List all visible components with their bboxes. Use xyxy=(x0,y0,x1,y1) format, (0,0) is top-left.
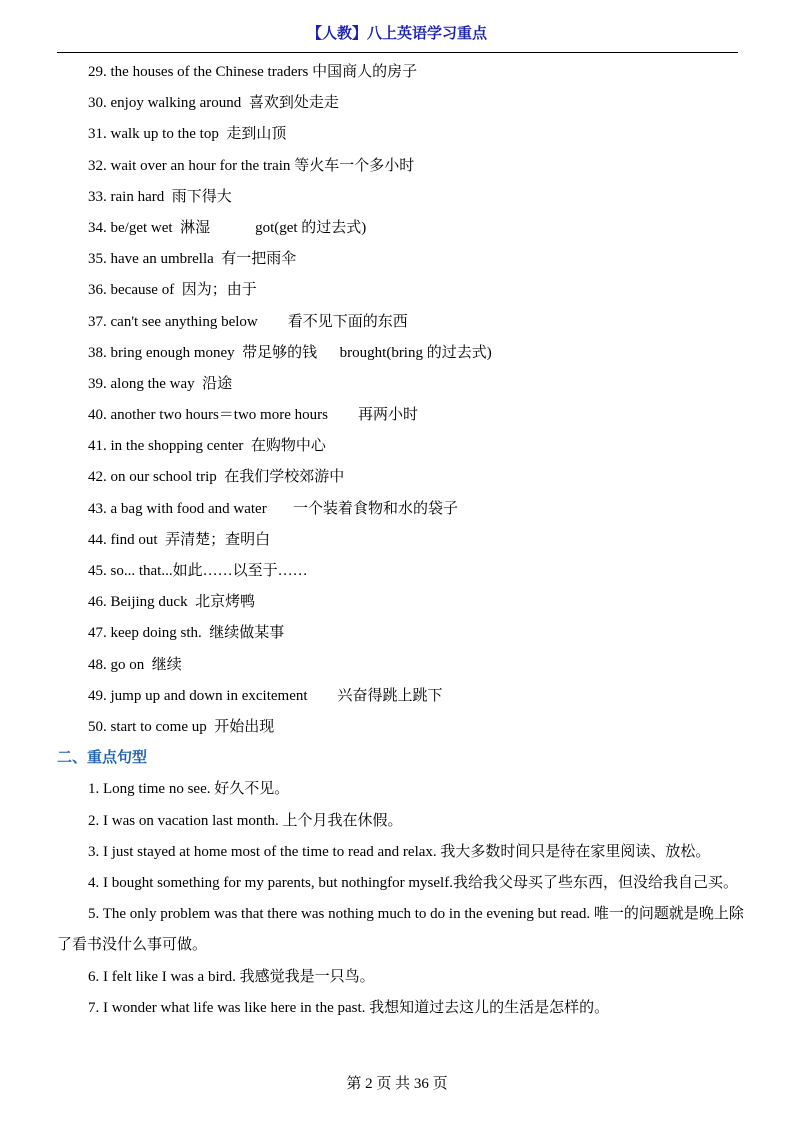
phrase-english: 31. walk up to the top xyxy=(88,126,227,143)
sentence-item: 2. I was on vacation last month. 上个月我在休假。 xyxy=(88,812,403,829)
phrase-chinese: 喜欢到处走走 xyxy=(248,95,339,112)
page-header-title: 【人教】八上英语学习重点 xyxy=(306,26,487,42)
phrase-line xyxy=(57,712,757,743)
phrase-chinese: 北京烤鸭 xyxy=(195,594,256,611)
phrase-chinese: 在购物中心 xyxy=(250,438,326,455)
phrase-english: 48. go on xyxy=(88,656,152,673)
phrase-english: 36. because of xyxy=(88,282,182,299)
phrase-chinese: 弄清楚；查明白 xyxy=(165,531,271,548)
phrase-list xyxy=(57,57,757,743)
phrase-chinese: 因为；由于 xyxy=(181,282,257,299)
phrase-english: 40. another two hours＝two more hours xyxy=(88,407,358,424)
phrase-line xyxy=(57,556,757,587)
phrase-english: 50. start to come up xyxy=(88,718,215,735)
phrase-chinese: 在我们学校郊游中 xyxy=(224,469,345,486)
phrase-english: 33. rain hard xyxy=(88,188,172,205)
phrase-line xyxy=(57,494,757,525)
phrase-chinese: 再两小时 xyxy=(357,407,418,424)
phrase-line xyxy=(57,307,757,338)
phrase-line xyxy=(57,587,757,618)
sentence-list xyxy=(57,774,757,1024)
phrase-line xyxy=(57,400,757,431)
sentence-item: 1. Long time no see. 好久不见。 xyxy=(88,781,290,798)
phrase-english: 34. be/get wet xyxy=(88,219,181,236)
phrase-english: 45. so... that... xyxy=(88,563,173,579)
phrase-line xyxy=(57,369,757,400)
phrase-line xyxy=(57,650,757,681)
phrase-line xyxy=(57,525,757,556)
phrase-line xyxy=(57,681,757,712)
sentence-item: 3. I just stayed at home most of the time to read and relax. 我大多数时间只是待在家里阅读、放松。 xyxy=(88,843,711,860)
phrase-chinese: 沿途 xyxy=(202,375,233,392)
phrase-chinese: 一个装着食物和水的袋子 xyxy=(292,500,458,517)
phrase-line xyxy=(57,462,757,493)
phrase-english: 47. keep doing sth. xyxy=(88,625,210,642)
phrase-english: 37. can't see anything below xyxy=(88,313,288,330)
phrase-chinese: 雨下得大 xyxy=(171,188,232,205)
phrase-chinese: 继续做某事 xyxy=(209,625,285,642)
phrase-english: 39. along the way xyxy=(88,375,203,392)
phrase-english: 49. jump up and down in excitement xyxy=(88,687,338,704)
phrase-chinese: 开始出现 xyxy=(214,718,275,735)
phrase-line xyxy=(57,119,757,150)
sentence-item: 7. I wonder what life was like here in the past. 我想知道过去这儿的生活是怎样的。 xyxy=(88,999,610,1016)
page-footer: 第 2 页 共 36 页 xyxy=(346,1076,448,1092)
phrase-chinese: 兴奋得跳上跳下 xyxy=(337,687,443,704)
phrase-chinese: 如此……以至于…… xyxy=(172,563,308,579)
phrase-english: 46. Beijing duck xyxy=(88,594,196,611)
phrase-chinese: 中国商人的房子 xyxy=(312,64,418,80)
phrase-english: 41. in the shopping center xyxy=(88,438,251,455)
phrase-line xyxy=(57,338,757,369)
phrase-chinese: 有一把雨伞 xyxy=(221,251,297,268)
sentence-item: 6. I felt like I was a bird. 我感觉我是一只鸟。 xyxy=(88,968,375,985)
phrase-english: 43. a bag with food and water xyxy=(88,500,293,517)
phrase-line xyxy=(57,213,757,244)
phrase-line xyxy=(57,431,757,462)
phrase-line xyxy=(57,57,757,88)
phrase-english: 30. enjoy walking around xyxy=(88,95,249,112)
phrase-english: 42. on our school trip xyxy=(88,469,225,486)
phrase-english: 29. the houses of the Chinese traders xyxy=(88,64,313,80)
phrase-english: 32. wait over an hour for the train xyxy=(88,157,295,174)
phrase-chinese: 继续 xyxy=(151,656,182,673)
page-content xyxy=(57,57,757,1024)
phrase-chinese: 看不见下面的东西 xyxy=(287,313,408,330)
phrase-line xyxy=(57,151,757,182)
section-heading: 二、重点句型 xyxy=(57,750,148,767)
phrase-line xyxy=(57,618,757,649)
phrase-chinese: 淋湿 got(get 的过去式) xyxy=(180,219,367,236)
sentence-item: 5. The only problem was that there was nothing much to do in the evening but read. 唯一的问题就是晚上除了看书没什么事可做。 xyxy=(57,906,744,954)
phrase-line xyxy=(57,275,757,306)
phrase-chinese: 带足够的钱 brought(bring 的过去式) xyxy=(242,344,492,361)
phrase-line xyxy=(57,88,757,119)
phrase-english: 35. have an umbrella xyxy=(88,251,222,268)
phrase-line xyxy=(57,182,757,213)
header-divider xyxy=(57,52,738,53)
phrase-chinese: 等火车一个多小时 xyxy=(294,157,415,174)
phrase-english: 38. bring enough money xyxy=(88,344,243,361)
sentence-item: 4. I bought something for my parents, but nothingfor myself.我给我父母买了些东西，但没给我自己买。 xyxy=(88,874,738,891)
phrase-line xyxy=(57,244,757,275)
phrase-english: 44. find out xyxy=(88,531,166,548)
phrase-chinese: 走到山顶 xyxy=(226,126,287,143)
